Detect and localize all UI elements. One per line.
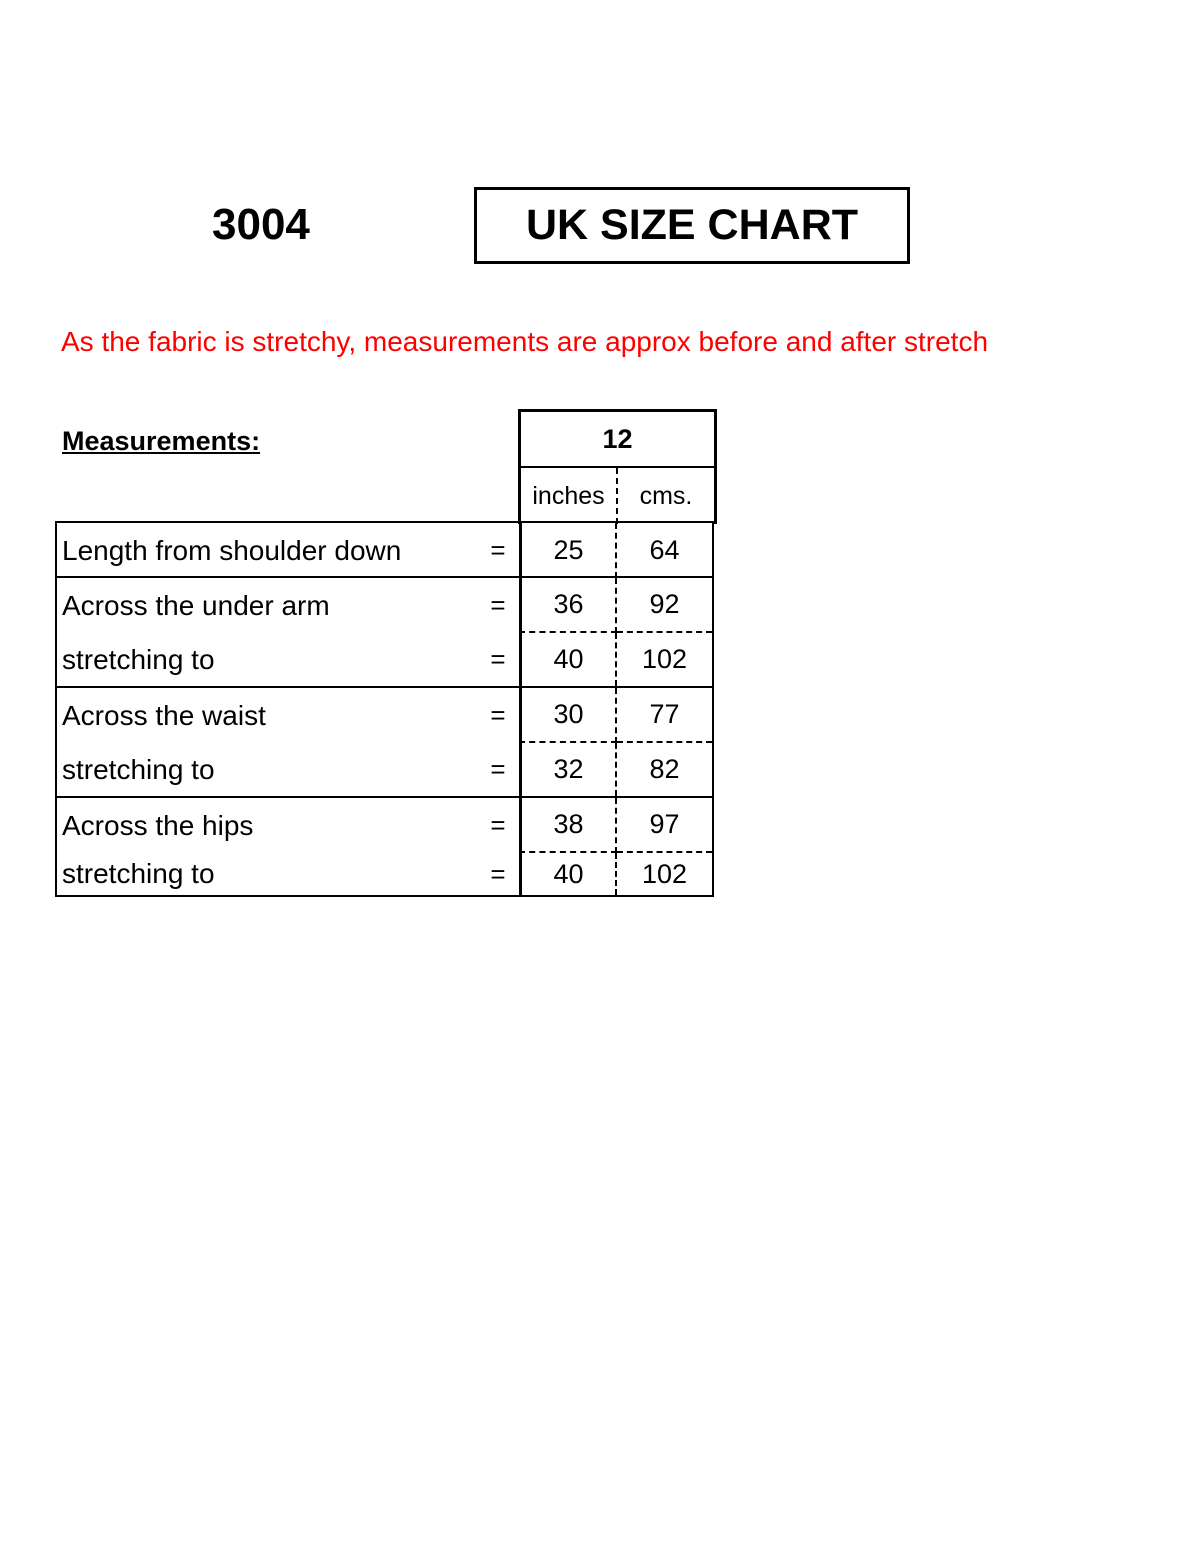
equals-sign: = xyxy=(490,810,506,840)
unit-inches-header: inches xyxy=(521,468,618,524)
equals-sign: = xyxy=(490,858,506,889)
equals-sign: = xyxy=(490,590,506,620)
value-inches: 40 xyxy=(519,853,617,895)
row-label: Across the hips xyxy=(62,809,254,841)
group-waist xyxy=(55,686,714,798)
equals-sign: = xyxy=(490,644,506,674)
row-label: stretching to xyxy=(62,643,215,675)
row-label: stretching to xyxy=(62,753,215,785)
measurements-table xyxy=(55,521,714,897)
table-row xyxy=(57,798,712,853)
row-label: stretching to xyxy=(62,858,215,889)
size-header xyxy=(518,409,717,524)
group-length xyxy=(55,521,714,578)
value-cms: 64 xyxy=(649,535,680,565)
table-row xyxy=(57,743,712,796)
equals-sign: = xyxy=(490,535,506,565)
value-cms: 92 xyxy=(617,578,712,633)
measurements-heading: Measurements: xyxy=(62,426,261,456)
row-label: Length from shoulder down xyxy=(62,534,402,566)
value-cms: 82 xyxy=(649,754,680,784)
value-cms: 102 xyxy=(641,858,688,889)
size-label: 12 xyxy=(521,412,714,468)
table-row xyxy=(57,578,712,633)
value-cms: 77 xyxy=(617,688,712,743)
value-cms: 102 xyxy=(641,644,688,674)
stretch-note: As the fabric is stretchy, measurements are approx before and after stretch xyxy=(61,326,989,357)
value-inches: 32 xyxy=(519,743,617,796)
value-inches: 40 xyxy=(519,633,617,686)
value-inches: 38 xyxy=(519,798,617,853)
value-inches: 30 xyxy=(519,688,617,743)
value-cms: 97 xyxy=(617,798,712,853)
unit-cms-header: cms. xyxy=(639,481,693,510)
group-hips xyxy=(55,796,714,897)
equals-sign: = xyxy=(490,754,506,784)
value-inches: 36 xyxy=(519,578,617,633)
group-under-arm xyxy=(55,576,714,688)
value-inches: 25 xyxy=(519,523,617,578)
table-row xyxy=(57,853,712,895)
row-label: Across the waist xyxy=(62,699,266,731)
style-code: 3004 xyxy=(212,200,310,249)
chart-title xyxy=(474,187,910,264)
table-row xyxy=(57,523,712,578)
chart-title-text: UK SIZE CHART xyxy=(525,201,859,249)
table-row xyxy=(57,633,712,686)
table-row xyxy=(57,688,712,743)
equals-sign: = xyxy=(490,700,506,730)
row-label: Across the under arm xyxy=(62,589,330,621)
